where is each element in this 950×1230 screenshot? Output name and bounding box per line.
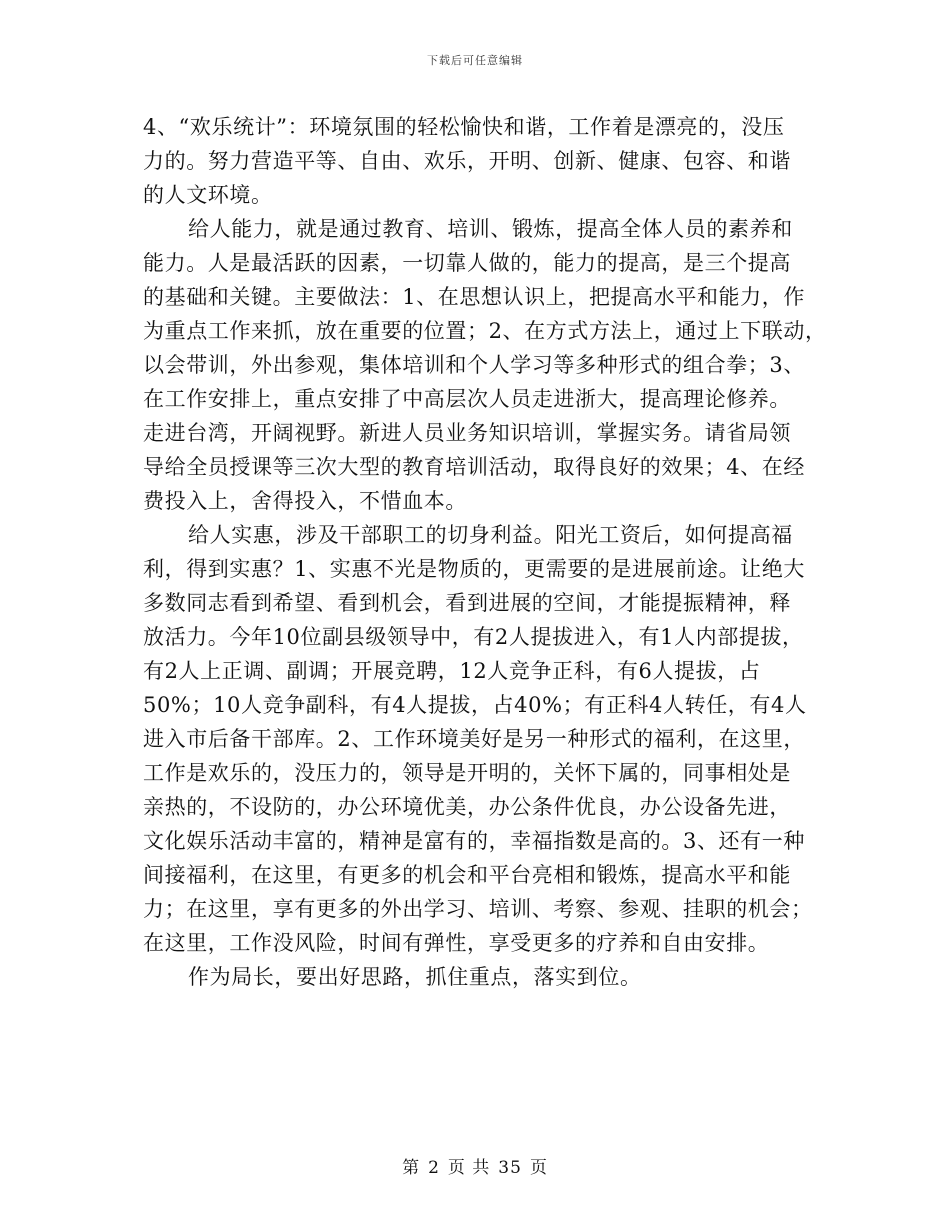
footer-suffix: 页 xyxy=(529,1158,548,1178)
page-footer xyxy=(0,1153,950,1178)
page-header: 下载后可任意编辑 xyxy=(427,54,523,67)
text-line: 力；在这里，享有更多的外出学习、培训、考察、参观、挂职的机会； xyxy=(143,897,813,921)
text-line: 走进台湾，开阔视野。新进人员业务知识培训，掌握实务。请省局领 xyxy=(143,421,791,445)
text-line: 费投入上，舍得投入，不惜血本。 xyxy=(143,489,467,513)
text-line: 4、“欢乐统计”：环境氛围的轻松愉快和谐，工作着是漂亮的，没压 xyxy=(143,115,785,139)
footer-total-pages: 35 xyxy=(498,1158,522,1178)
document-body xyxy=(143,110,827,994)
text-line: 50%；10人竞争副科，有4人提拔，占40%；有正科4人转任，有4人 xyxy=(143,693,807,717)
text-line: 进入市后备干部库。2、工作环境美好是另一种形式的福利，在这里， xyxy=(143,727,805,751)
footer-page-number: 2 xyxy=(428,1158,440,1178)
text-line: 在这里，工作没风险，时间有弹性，享受更多的疗养和自由安排。 xyxy=(143,931,770,955)
text-line: 能力。人是最活跃的因素，一切靠人做的，能力的提高，是三个提高 xyxy=(143,251,791,275)
text-line: 的基础和关键。主要做法：1、在思想认识上，把提高水平和能力，作 xyxy=(143,285,805,309)
text-line: 多数同志看到希望、看到机会，看到进展的空间，才能提振精神，释 xyxy=(143,591,791,615)
text-line: 放活力。今年10位副县级领导中，有2人提拔进入，有1人内部提拔， xyxy=(143,625,804,649)
footer-middle: 页 共 xyxy=(447,1158,491,1178)
text-line: 作为局长，要出好思路，抓住重点，落实到位。 xyxy=(188,965,642,989)
footer-prefix: 第 xyxy=(402,1158,421,1178)
text-line: 在工作安排上，重点安排了中高层次人员走进浙大，提高理论修养。 xyxy=(143,387,791,411)
text-line: 亲热的，不设防的，办公环境优美，办公条件优良，办公设备先进， xyxy=(143,795,791,819)
text-line: 力的。努力营造平等、自由、欢乐，开明、创新、健康、包容、和谐 xyxy=(143,149,791,173)
text-line: 给人能力，就是通过教育、培训、锻炼，提高全体人员的素养和 xyxy=(188,217,793,241)
text-line: 利，得到实惠？1、实惠不光是物质的，更需要的是进展前途。让绝大 xyxy=(143,557,805,581)
text-line: 的人文环境。 xyxy=(143,183,273,207)
text-line: 间接福利，在这里，有更多的机会和平台亮相和锻炼，提高水平和能 xyxy=(143,863,791,887)
text-line: 工作是欢乐的，没压力的，领导是开明的，关怀下属的，同事相处是 xyxy=(143,761,791,785)
text-line: 文化娱乐活动丰富的，精神是富有的，幸福指数是高的。3、还有一种 xyxy=(143,829,805,853)
text-line: 导给全员授课等三次大型的教育培训活动，取得良好的效果；4、在经 xyxy=(143,455,805,479)
text-line: 以会带训，外出参观，集体培训和个人学习等多种形式的组合拳；3、 xyxy=(143,353,805,377)
text-line: 为重点工作来抓，放在重要的位置；2、在方式方法上，通过上下联动， xyxy=(143,319,827,343)
text-line: 有2人上正调、副调；开展竞聘，12人竞争正科，有6人提拔，占 xyxy=(143,659,761,683)
text-line: 给人实惠，涉及干部职工的切身利益。阳光工资后，如何提高福 xyxy=(188,523,793,547)
